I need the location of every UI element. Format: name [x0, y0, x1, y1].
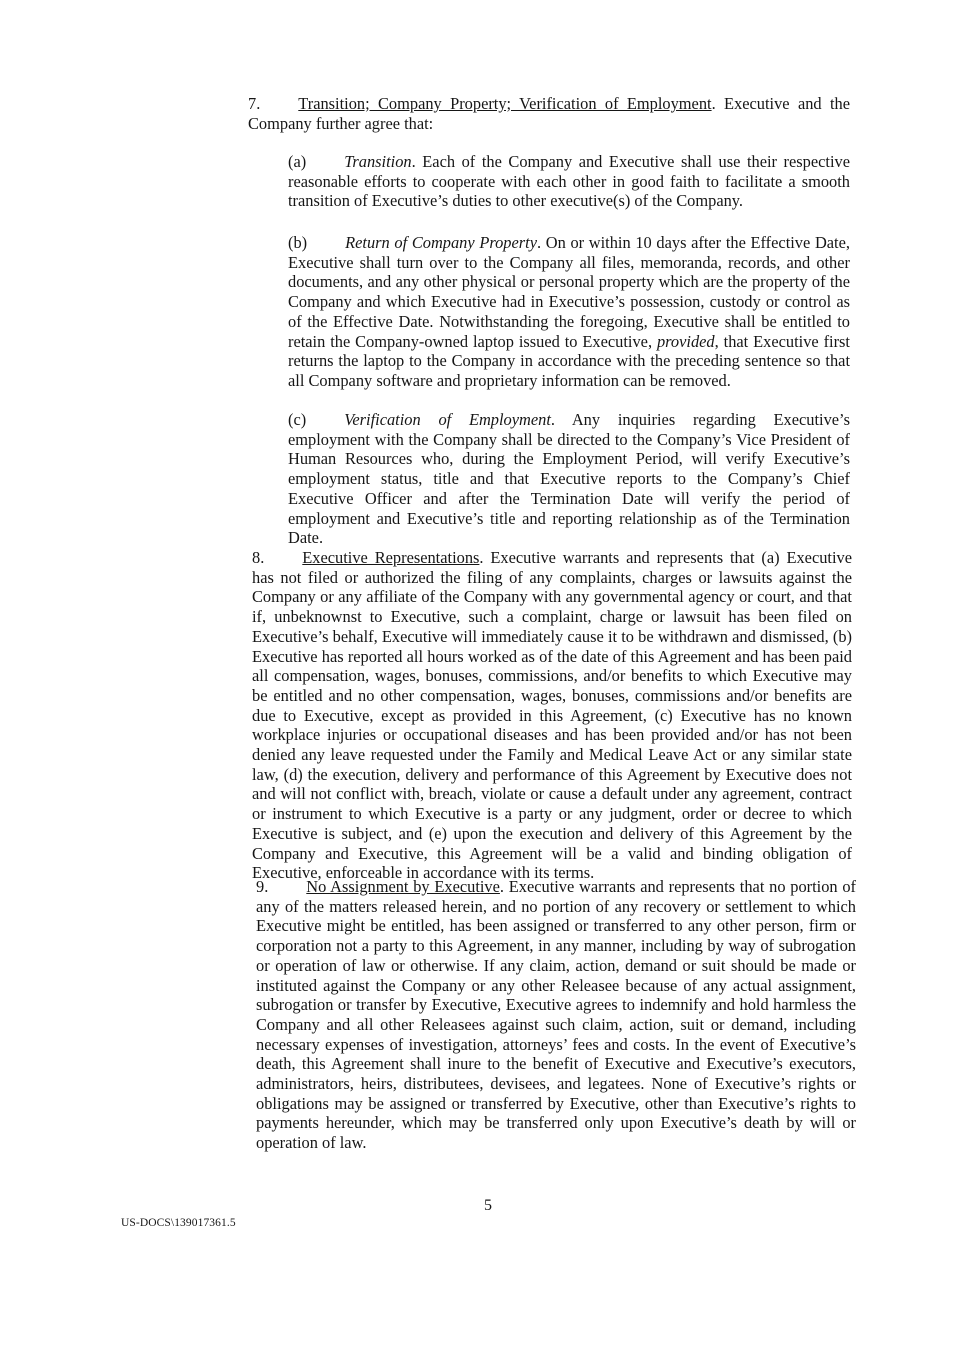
page-number: 5 — [484, 1197, 492, 1214]
section-8-number: 8. — [252, 548, 265, 567]
section-7b-label: (b) — [288, 233, 308, 252]
section-8 — [152, 548, 852, 883]
section-7b-text-before: . On or within 10 days after the Effective Date, Executive shall turn over to the Company all files, memoranda, records, and other documents, and any other physical or personal property which are the property of the Company and which Executive had in Executive’s possession, custody or control as of the Effective Date. Notwithstanding the foregoing, Executive shall be entitled to retain the Company-owned laptop issued to Executive, — [288, 233, 850, 351]
section-7c-title: Verification of Employment — [344, 410, 551, 429]
section-7-lead — [148, 94, 850, 133]
section-7b-lead — [178, 233, 850, 391]
section-7c-lead — [178, 410, 850, 548]
section-7a-title: Transition — [344, 152, 412, 171]
section-9-heading: No Assignment by Executive — [306, 877, 500, 896]
section-7a-text: . Each of the Company and Executive shall use their respective reasonable efforts to cooperate with each other in good faith to facilitate a smooth transition of Executive’s duties to other executive(s) of the Company. — [288, 152, 850, 211]
section-7b-text-after: , that Executive first returns the laptop to the Company in accordance with the preceding sentence so that all Company software and proprietary information can be removed. — [288, 331, 850, 390]
section-9 — [156, 877, 856, 1153]
section-8-text: . Executive warrants and represents that (a) Executive has not filed or authorized the filing of any complaints, charges or lawsuits against the Company or any affiliate of the Company with any governmental agency or court, and that if, unbeknownst to Executive, such a complaint, charge or lawsuit has been filed on Executive’s behalf, Executive will immediately cause it to be withdrawn and dismissed, (b) Executive has reported all hours worked as of the date of this Agreement and has been paid all compensation, wages, bonuses, commissions, and/or benefits to which Executive may be entitled and no other compensation, wages, bonuses, commissions and/or benefits are due to Executive, except as provided in this Agreement, (c) Executive has no known workplace injuries or occupational diseases and has been provided and/or has not been denied any leave requested under the Family and Medical Leave Act or any similar state law, (d) the execution, delivery and performance of this Agreement by Executive does not and will not conflict with, breach, violate or cause a default under any agreement, contract or instrument to which Executive is a party or any judgment, order or decree to which Executive is subject, and (e) upon the execution and delivery of this Agreement by the Company and Executive, this Agreement will be a valid and binding obligation of Executive, enforceable in accordance with its terms. — [252, 548, 852, 883]
section-7 — [148, 94, 850, 133]
section-7-heading: Transition; Company Property; Verification of Employment — [298, 94, 712, 113]
section-8-heading: Executive Representations — [302, 548, 480, 567]
section-8-lead — [152, 548, 852, 883]
section-7c — [178, 410, 850, 548]
section-9-text: . Executive warrants and represents that no portion of any of the matters released herein, and no portion of any recovery or settlement to which Executive might be entitled, has been assigned or transferred to any other person, firm or corporation not a party to this Agreement, in any manner, including by way of subrogation or operation of law or otherwise. If any claim, action, demand or suit should be made or instituted against the Company or any other Releasee because of any actual assignment, subrogation or transfer by Executive, Executive agrees to indemnify and hold harmless the Company and all other Releasees against such claim, action, suit or demand, including necessary expenses of investigation, attorneys’ fees and costs. In the event of Executive’s death, this Agreement shall inure to the benefit of Executive and Executive’s executors, administrators, heirs, distributees, devisees, and legatees. None of Executive’s rights or obligations may be assigned or transferred by Executive, other than Executive’s rights to payments hereunder, which may be transferred only upon Executive’s death by will or operation of law. — [256, 877, 857, 1153]
section-9-lead — [156, 877, 856, 1153]
section-7a-lead — [178, 152, 850, 211]
section-7c-label: (c) — [288, 410, 307, 429]
section-7-number: 7. — [248, 94, 261, 113]
section-7c-text: . Any inquiries regarding Executive’s employment with the Company shall be directed to the Company’s Vice President of Human Resources who, during the Employment Period, will verify Executive’s employment status, title and that Executive reports to the Company’s Chief Executive Officer and after the Termination Date will verify the period of employment and Executive’s title and reporting relationship as of the Termination Date. — [288, 410, 850, 548]
section-7a — [178, 152, 850, 211]
section-9-number: 9. — [256, 877, 269, 896]
section-7b-title: Return of Company Property — [345, 233, 537, 252]
section-7b-emphasis: provided — [656, 331, 715, 351]
section-7a-label: (a) — [288, 152, 307, 171]
section-7-intro: . Executive and the Company further agree that: — [248, 94, 850, 133]
document-id: US-DOCS\139017361.5 — [121, 1217, 236, 1229]
section-7b — [178, 233, 850, 391]
